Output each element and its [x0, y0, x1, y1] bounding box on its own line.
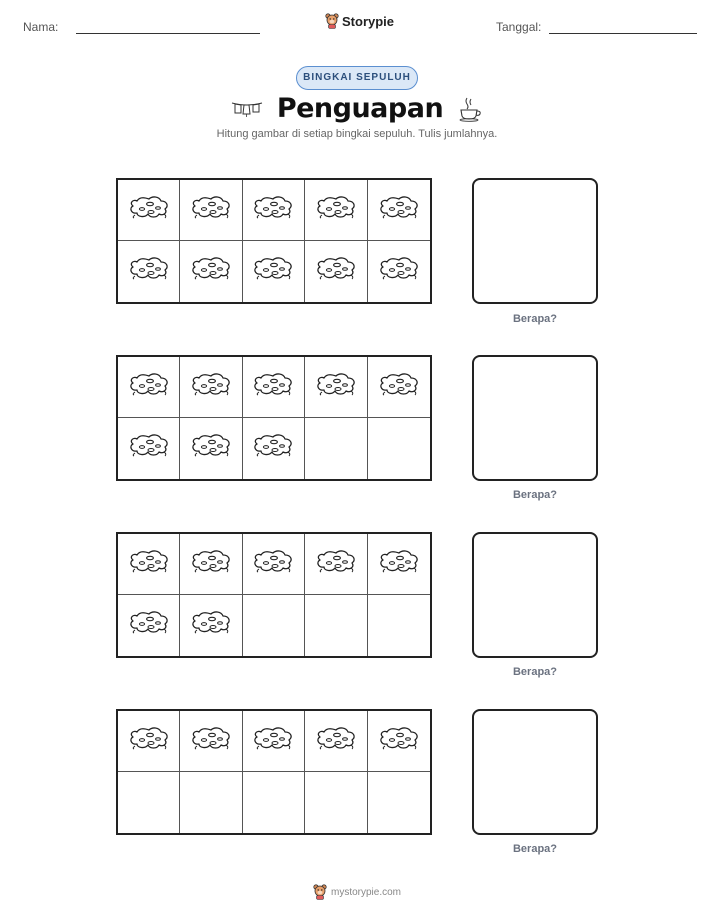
date-field [496, 20, 697, 34]
frame-cell [118, 534, 180, 595]
answer-label: Berapa? [512, 313, 558, 325]
puddle-icon [378, 372, 420, 403]
frame-cell [180, 534, 242, 595]
bear-logo-icon [325, 13, 339, 29]
date-label: Tanggal: [496, 20, 542, 34]
name-line [76, 21, 260, 34]
puddle-icon [128, 195, 170, 226]
puddle-icon [128, 433, 170, 464]
puddle-icon [252, 195, 294, 226]
answer-box[interactable] [472, 532, 598, 658]
puddle-icon [190, 549, 232, 580]
frame-cell [368, 418, 430, 479]
puddle-icon [190, 610, 232, 641]
name-field [23, 20, 260, 34]
answer-label: Berapa? [512, 489, 558, 501]
frame-cell [118, 180, 180, 241]
clothesline-icon [231, 100, 263, 118]
frame-cell [368, 180, 430, 241]
frame-cell [368, 534, 430, 595]
puddle-icon [252, 549, 294, 580]
puddle-icon [128, 726, 170, 757]
frame-cell [243, 418, 305, 479]
frame-cell [305, 357, 367, 418]
frame-cell [305, 711, 367, 772]
ten-frame [116, 709, 432, 835]
frame-cell [305, 595, 367, 656]
frame-cell [180, 711, 242, 772]
name-label: Nama: [23, 20, 59, 34]
answer-box[interactable] [472, 178, 598, 304]
frame-cell [368, 711, 430, 772]
puddle-icon [190, 726, 232, 757]
frame-cell [243, 241, 305, 302]
frame-cell [118, 357, 180, 418]
ten-frame [116, 355, 432, 481]
frame-cell [368, 595, 430, 656]
puddle-icon [315, 256, 357, 287]
puddle-icon [190, 256, 232, 287]
bear-logo-icon [313, 884, 327, 900]
answer-box[interactable] [472, 709, 598, 835]
puddle-icon [128, 610, 170, 641]
steaming-cup-icon [457, 96, 483, 122]
frame-cell [118, 711, 180, 772]
frame-cell [368, 772, 430, 833]
puddle-icon [378, 256, 420, 287]
frame-cell [243, 711, 305, 772]
frame-cell [180, 357, 242, 418]
frame-cell [180, 595, 242, 656]
frame-cell [180, 418, 242, 479]
brand-name: Storypie [342, 13, 395, 29]
title-row [0, 93, 714, 124]
footer [0, 884, 714, 900]
frame-cell [305, 180, 367, 241]
frame-cell [243, 534, 305, 595]
answer-label: Berapa? [512, 666, 558, 678]
ten-frame [116, 532, 432, 658]
puddle-icon [315, 726, 357, 757]
instructions: Hitung gambar di setiap bingkai sepuluh. Tulis jumlahnya. [216, 128, 498, 140]
frame-cell [118, 241, 180, 302]
frame-cell [180, 180, 242, 241]
puddle-icon [315, 195, 357, 226]
frame-cell [305, 241, 367, 302]
brand [325, 13, 394, 29]
frame-cell [118, 418, 180, 479]
frame-cell [368, 357, 430, 418]
puddle-icon [128, 256, 170, 287]
frame-cell [118, 595, 180, 656]
ten-frame [116, 178, 432, 304]
puddle-icon [378, 549, 420, 580]
puddle-icon [315, 372, 357, 403]
frame-cell [368, 241, 430, 302]
puddle-icon [128, 549, 170, 580]
puddle-icon [190, 195, 232, 226]
puddle-icon [315, 549, 357, 580]
puddle-icon [252, 726, 294, 757]
puddle-icon [252, 372, 294, 403]
puddle-icon [190, 372, 232, 403]
puddle-icon [252, 433, 294, 464]
puddle-icon [252, 256, 294, 287]
puddle-icon [378, 195, 420, 226]
answer-box[interactable] [472, 355, 598, 481]
puddle-icon [378, 726, 420, 757]
frame-cell [243, 595, 305, 656]
frame-cell [305, 418, 367, 479]
frame-cell [243, 357, 305, 418]
worksheet-type-badge: BINGKAI SEPULUH [296, 66, 418, 90]
page-title: Penguapan [276, 93, 444, 124]
puddle-icon [128, 372, 170, 403]
frame-cell [305, 772, 367, 833]
frame-cell [243, 772, 305, 833]
frame-cell [180, 241, 242, 302]
frame-cell [180, 772, 242, 833]
answer-label: Berapa? [512, 843, 558, 855]
frame-cell [243, 180, 305, 241]
puddle-icon [190, 433, 232, 464]
date-line [549, 21, 697, 34]
footer-url: mystorypie.com [330, 886, 401, 898]
frame-cell [118, 772, 180, 833]
frame-cell [305, 534, 367, 595]
